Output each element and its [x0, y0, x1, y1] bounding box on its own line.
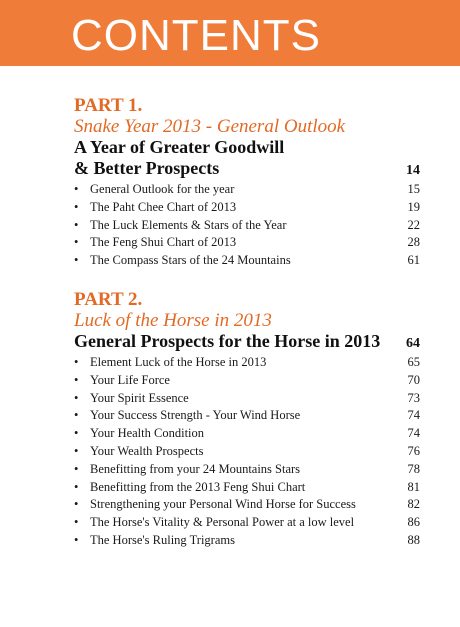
toc-item-page: 73 [407, 390, 420, 405]
bullet-icon: • [74, 182, 79, 196]
toc-item-text: The Horse's Vitality & Personal Power at a low level [90, 515, 355, 530]
toc-item-entry [74, 496, 356, 514]
toc-item-entry [74, 461, 300, 479]
toc-item-text: Your Wealth Prospects [90, 443, 204, 458]
toc-item-entry [74, 217, 286, 235]
toc-item[interactable] [74, 496, 420, 514]
toc-item[interactable] [74, 181, 420, 199]
toc-item-text: Your Success Strength - Your Wind Horse [90, 408, 301, 423]
part-1-subtitle: Snake Year 2013 - General Outlook [74, 116, 346, 137]
bullet-icon: • [74, 515, 79, 530]
part-2-label: PART 2. [74, 289, 143, 310]
part-2-section [74, 290, 420, 550]
toc-item-text: Benefitting from your 24 Mountains Stars [90, 461, 301, 476]
toc-item[interactable] [74, 514, 420, 532]
page-title: CONTENTS [71, 11, 321, 60]
toc-item-text: Your Life Force [90, 372, 170, 387]
bullet-icon: • [74, 443, 79, 458]
part-1-heading-text-2: & Better Prospects [74, 158, 220, 178]
toc-item[interactable] [74, 199, 420, 217]
toc-item-page: 76 [407, 443, 420, 458]
bullet-icon: • [74, 217, 79, 232]
toc-item[interactable] [74, 217, 420, 235]
part-2-heading[interactable] [74, 331, 420, 354]
part-1-heading-line1[interactable] [74, 137, 420, 158]
toc-item-page: 81 [407, 479, 420, 494]
toc-item-text: Your Spirit Essence [90, 390, 189, 405]
bullet-icon: • [74, 479, 79, 494]
bullet-icon: • [74, 390, 79, 405]
part-2-heading-text: General Prospects for the Horse in 2013 [74, 331, 381, 351]
bullet-icon: • [74, 426, 79, 441]
bullet-icon: • [74, 461, 79, 476]
toc-item-text: The Paht Chee Chart of 2013 [90, 199, 237, 214]
toc-item-entry [74, 181, 234, 199]
toc-item-entry [74, 199, 236, 217]
part-1-section [74, 96, 420, 270]
toc-item[interactable] [74, 390, 420, 408]
toc-item-entry [74, 252, 291, 270]
toc-item-page: 74 [407, 408, 420, 423]
toc-item-entry [74, 234, 236, 252]
toc-item-text: Strengthening your Personal Wind Horse for Success [90, 497, 356, 512]
bullet-icon: • [74, 199, 79, 214]
toc-item[interactable] [74, 461, 420, 479]
toc-item-entry [74, 390, 189, 408]
toc-item-text: Element Luck of the Horse in 2013 [90, 355, 267, 369]
toc-item-text: Your Health Condition [90, 426, 205, 441]
toc-item-page: 88 [407, 532, 420, 547]
toc-item[interactable] [74, 407, 420, 425]
part-1-heading-page: 14 [406, 163, 420, 178]
toc-item-page: 15 [407, 182, 420, 196]
part-1-heading-line2[interactable] [74, 158, 420, 181]
toc-item[interactable] [74, 252, 420, 270]
toc-item[interactable] [74, 479, 420, 497]
toc-item-entry [74, 372, 170, 390]
toc-item-text: The Luck Elements & Stars of the Year [90, 217, 287, 232]
bullet-icon: • [74, 355, 79, 369]
bullet-icon: • [74, 408, 79, 423]
toc-item[interactable] [74, 425, 420, 443]
part-2-subtitle: Luck of the Horse in 2013 [74, 310, 272, 331]
toc-item-entry [74, 425, 204, 443]
toc-item-text: The Horse's Ruling Trigrams [90, 532, 235, 547]
bullet-icon: • [74, 497, 79, 512]
toc-item-entry [74, 514, 354, 532]
toc-item-text: General Outlook for the year [90, 182, 235, 196]
part-1-label: PART 1. [74, 95, 143, 116]
toc-item-page: 19 [407, 199, 420, 214]
bullet-icon: • [74, 532, 79, 547]
part-1-heading-text-1: A Year of Greater Goodwill [74, 137, 285, 157]
toc-item[interactable] [74, 372, 420, 390]
toc-item-page: 74 [407, 426, 420, 441]
toc-item-page: 22 [407, 217, 420, 232]
bullet-icon: • [74, 253, 79, 268]
toc-item[interactable] [74, 532, 420, 550]
part-2-heading-page: 64 [406, 336, 420, 351]
toc-item-page: 78 [407, 461, 420, 476]
contents-banner [0, 0, 460, 66]
toc-item-entry [74, 532, 235, 550]
toc-item-entry [74, 443, 203, 461]
bullet-icon: • [74, 372, 79, 387]
toc-item-page: 61 [407, 253, 420, 268]
toc-item[interactable] [74, 234, 420, 252]
toc-item-page: 86 [407, 515, 420, 530]
toc-item-text: The Compass Stars of the 24 Mountains [90, 253, 291, 268]
toc-item-page: 70 [407, 372, 420, 387]
toc-item-entry [74, 407, 300, 425]
toc-item-page: 65 [407, 355, 420, 369]
toc-item-text: Benefitting from the 2013 Feng Shui Chart [90, 479, 306, 494]
toc-item-entry [74, 479, 305, 497]
toc-item-page: 82 [407, 497, 420, 512]
toc-item[interactable] [74, 443, 420, 461]
toc-item-entry [74, 354, 266, 372]
toc-item-page: 28 [407, 235, 420, 250]
toc-item[interactable] [74, 354, 420, 372]
toc-item-text: The Feng Shui Chart of 2013 [90, 235, 237, 250]
bullet-icon: • [74, 235, 79, 250]
